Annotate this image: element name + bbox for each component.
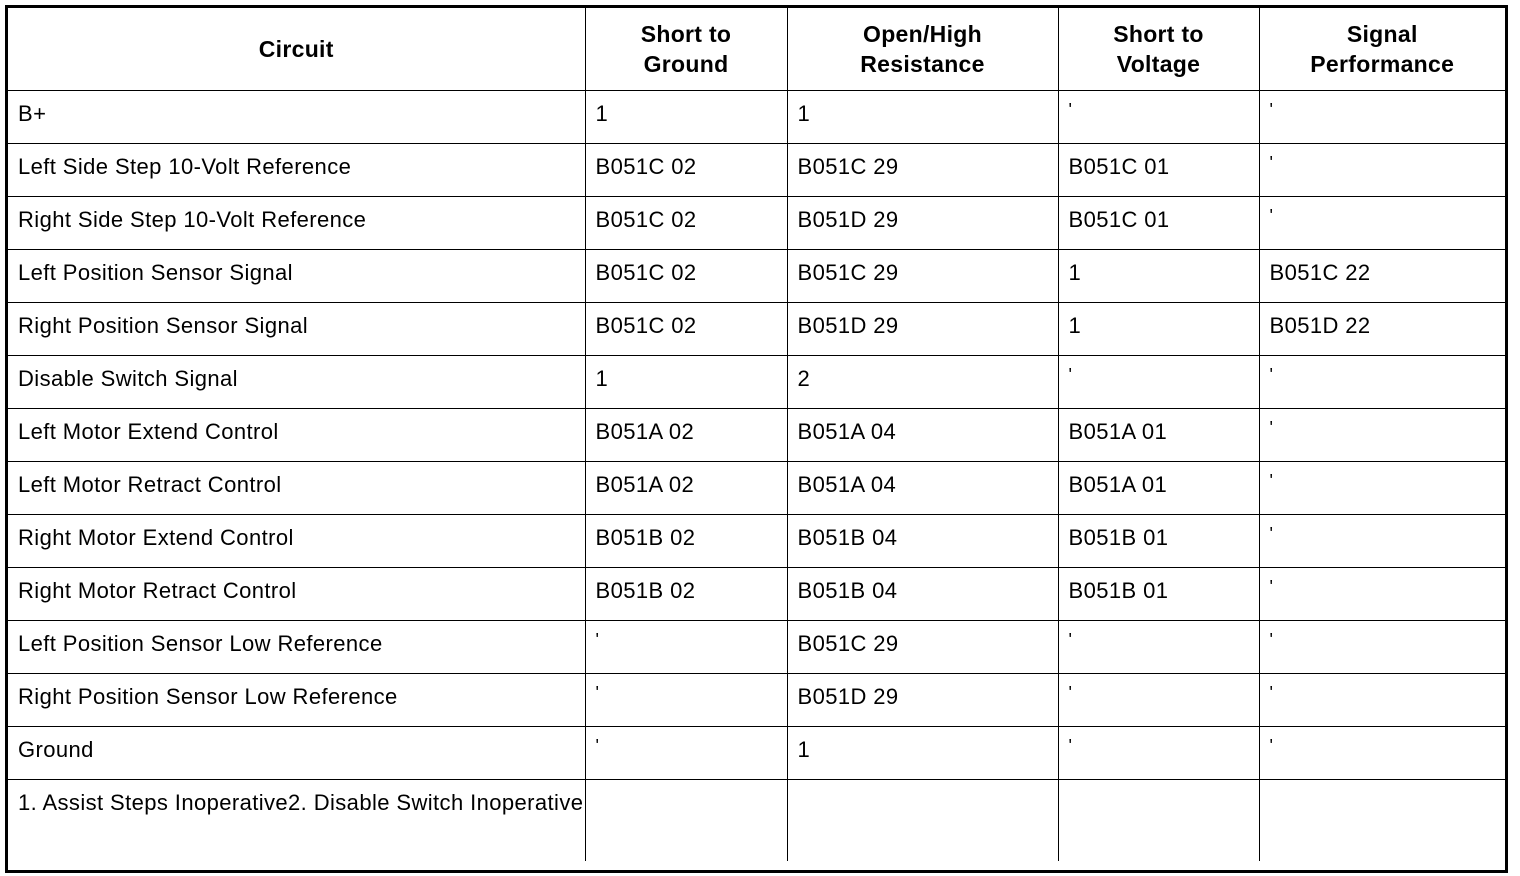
- short-to-ground-cell: B051A 02: [585, 408, 787, 461]
- short-to-voltage-cell: B051C 01: [1058, 143, 1259, 196]
- open-high-resistance-cell: B051C 29: [787, 620, 1058, 673]
- signal-performance-cell: ': [1259, 514, 1505, 567]
- open-high-resistance-cell: B051D 29: [787, 302, 1058, 355]
- open-high-resistance-cell: B051A 04: [787, 408, 1058, 461]
- table-row: [8, 408, 1505, 461]
- table-row: [8, 143, 1505, 196]
- signal-performance-cell: ': [1259, 673, 1505, 726]
- short-to-voltage-cell: B051A 01: [1058, 408, 1259, 461]
- circuit-cell: Right Motor Extend Control: [8, 514, 585, 567]
- footnote-row: [8, 779, 1505, 861]
- short-to-voltage-cell: B051B 01: [1058, 567, 1259, 620]
- signal-performance-cell: B051D 22: [1259, 302, 1505, 355]
- short-to-ground-cell: ': [585, 673, 787, 726]
- short-to-voltage-cell: 1: [1058, 249, 1259, 302]
- table-row: [8, 461, 1505, 514]
- signal-performance-cell: ': [1259, 90, 1505, 143]
- short-to-ground-cell: B051C 02: [585, 143, 787, 196]
- table-row: [8, 514, 1505, 567]
- table-row: [8, 355, 1505, 408]
- circuit-cell: Left Motor Retract Control: [8, 461, 585, 514]
- signal-performance-cell: ': [1259, 143, 1505, 196]
- short-to-voltage-cell: B051C 01: [1058, 196, 1259, 249]
- open-high-resistance-cell: 1: [787, 726, 1058, 779]
- header-open-high-resistance: Open/High Resistance: [787, 8, 1058, 90]
- short-to-voltage-cell: B051A 01: [1058, 461, 1259, 514]
- signal-performance-cell: ': [1259, 567, 1505, 620]
- open-high-resistance-cell: B051C 29: [787, 143, 1058, 196]
- footnote-empty-cell: [1259, 779, 1505, 861]
- header-row: [8, 8, 1505, 90]
- signal-performance-cell: ': [1259, 196, 1505, 249]
- open-high-resistance-cell: B051D 29: [787, 673, 1058, 726]
- short-to-ground-cell: B051A 02: [585, 461, 787, 514]
- header-circuit: Circuit: [8, 8, 585, 90]
- table-frame: [5, 5, 1508, 873]
- circuit-cell: Disable Switch Signal: [8, 355, 585, 408]
- table-row: [8, 196, 1505, 249]
- short-to-ground-cell: B051B 02: [585, 514, 787, 567]
- short-to-voltage-cell: ': [1058, 726, 1259, 779]
- open-high-resistance-cell: 1: [787, 90, 1058, 143]
- table-row: [8, 249, 1505, 302]
- short-to-ground-cell: B051C 02: [585, 196, 787, 249]
- circuit-cell: Left Position Sensor Low Reference: [8, 620, 585, 673]
- short-to-voltage-cell: ': [1058, 620, 1259, 673]
- circuit-cell: Right Position Sensor Signal: [8, 302, 585, 355]
- circuit-cell: Left Motor Extend Control: [8, 408, 585, 461]
- short-to-voltage-cell: B051B 01: [1058, 514, 1259, 567]
- open-high-resistance-cell: B051B 04: [787, 567, 1058, 620]
- footnote-text: 1. Assist Steps Inoperative2. Disable Switch Inoperative: [8, 779, 585, 861]
- short-to-voltage-cell: ': [1058, 355, 1259, 408]
- footnote-empty-cell: [787, 779, 1058, 861]
- circuit-cell: Right Motor Retract Control: [8, 567, 585, 620]
- short-to-ground-cell: B051C 02: [585, 302, 787, 355]
- short-to-ground-cell: ': [585, 726, 787, 779]
- short-to-voltage-cell: ': [1058, 673, 1259, 726]
- table-row: [8, 673, 1505, 726]
- short-to-ground-cell: B051B 02: [585, 567, 787, 620]
- short-to-ground-cell: 1: [585, 90, 787, 143]
- open-high-resistance-cell: B051B 04: [787, 514, 1058, 567]
- signal-performance-cell: ': [1259, 620, 1505, 673]
- circuit-cell: Right Position Sensor Low Reference: [8, 673, 585, 726]
- open-high-resistance-cell: 2: [787, 355, 1058, 408]
- circuit-cell: Ground: [8, 726, 585, 779]
- open-high-resistance-cell: B051A 04: [787, 461, 1058, 514]
- table-row: [8, 726, 1505, 779]
- circuit-cell: Left Side Step 10-Volt Reference: [8, 143, 585, 196]
- signal-performance-cell: B051C 22: [1259, 249, 1505, 302]
- table-row: [8, 567, 1505, 620]
- header-short-to-ground: Short to Ground: [585, 8, 787, 90]
- open-high-resistance-cell: B051D 29: [787, 196, 1058, 249]
- table-row: [8, 90, 1505, 143]
- short-to-ground-cell: B051C 02: [585, 249, 787, 302]
- open-high-resistance-cell: B051C 29: [787, 249, 1058, 302]
- header-short-to-voltage: Short to Voltage: [1058, 8, 1259, 90]
- short-to-ground-cell: ': [585, 620, 787, 673]
- table-row: [8, 620, 1505, 673]
- header-signal-performance: Signal Performance: [1259, 8, 1505, 90]
- signal-performance-cell: ': [1259, 408, 1505, 461]
- short-to-voltage-cell: 1: [1058, 302, 1259, 355]
- footnote-empty-cell: [585, 779, 787, 861]
- short-to-ground-cell: 1: [585, 355, 787, 408]
- circuit-diagnostic-table: [8, 8, 1505, 861]
- short-to-voltage-cell: ': [1058, 90, 1259, 143]
- signal-performance-cell: ': [1259, 726, 1505, 779]
- signal-performance-cell: ': [1259, 355, 1505, 408]
- footnote-empty-cell: [1058, 779, 1259, 861]
- circuit-cell: Left Position Sensor Signal: [8, 249, 585, 302]
- table-row: [8, 302, 1505, 355]
- circuit-cell: B+: [8, 90, 585, 143]
- signal-performance-cell: ': [1259, 461, 1505, 514]
- circuit-cell: Right Side Step 10-Volt Reference: [8, 196, 585, 249]
